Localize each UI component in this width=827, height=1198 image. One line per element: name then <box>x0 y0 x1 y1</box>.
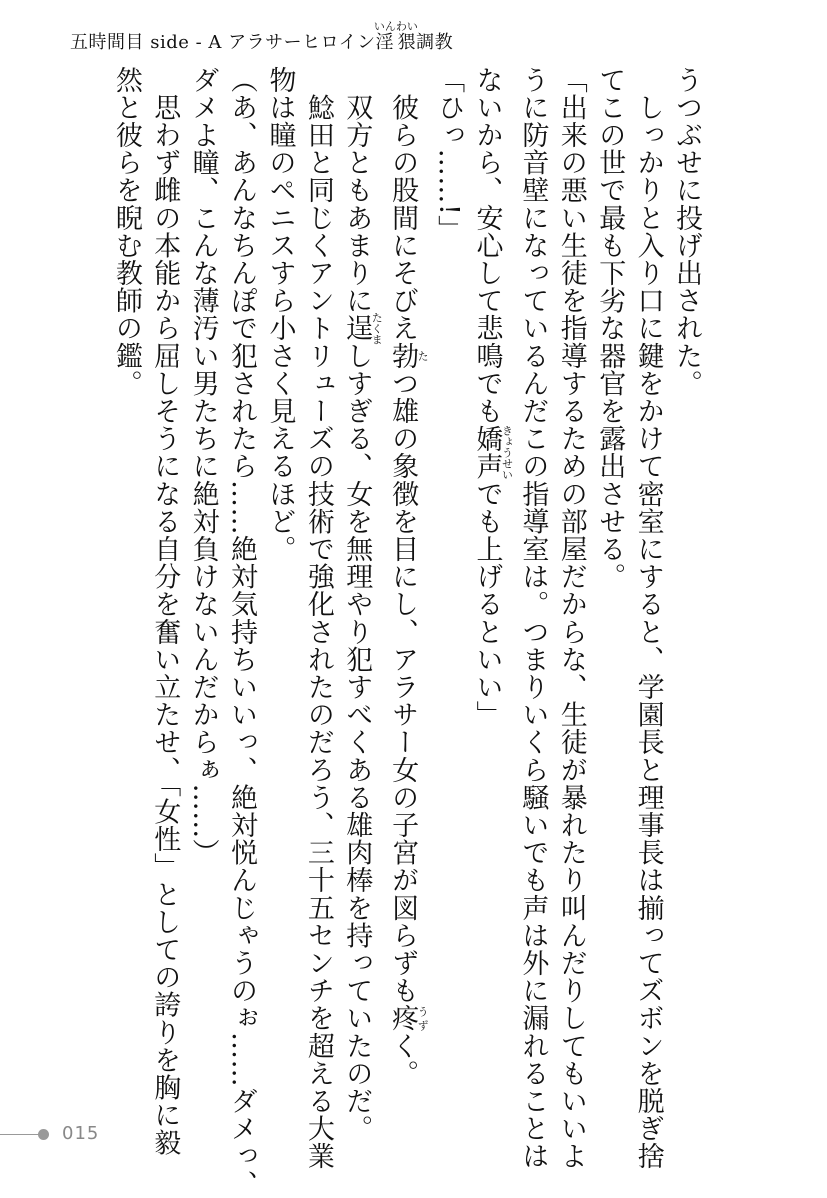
header-prefix: 五時間目 side - A アラサーヒロイン <box>70 32 376 53</box>
text-line: しっかりと入り口に鍵をかけて密室にすると、学園長と理事長は揃ってズボンを脱ぎ捨 <box>632 66 664 1170</box>
ruby-annotation: 嬌声きょうせい <box>471 424 514 481</box>
text-line: （あ、あんなちんぽで犯されたら……絶対気持ちいいっ、絶対悦んじゃうのぉ……ダメっ、 <box>226 66 258 1198</box>
ruby-annotation: 逞たくま <box>341 311 384 345</box>
text-line: うに防音壁になっているんだこの指導室は。つまりいくら騒いでも声は外に漏れることは <box>517 66 549 1170</box>
ruby-annotation: 勃た <box>387 342 430 370</box>
footer-dot <box>38 1129 49 1140</box>
text-line: 「出来の悪い生徒を指導するための部屋だからな、生徒が暴れたり叫んだりしてもいいよ <box>555 66 587 1170</box>
text-line: ダメよ瞳、こんな薄汚い男たちに絶対負けないんだからぁ……） <box>187 66 219 867</box>
text-line: 然と彼らを睨む教師の鑑。 <box>110 66 142 398</box>
text-line: 彼らの股間にそびえ勃たつ雄の象徴を目にし、アラサー女の子宮が図らずも疼うずく。 <box>387 66 430 1088</box>
text-line: 物は瞳のペニスすら小さく見えるほど。 <box>264 66 296 563</box>
text-line: てこの世で最も下劣な器官を露出させる。 <box>594 66 626 591</box>
running-header <box>70 20 770 53</box>
text-line: 双方ともあまりに逞たくましすぎる、女を無理やり犯すべくある雄肉棒を持っていたのだ。 <box>341 66 384 1143</box>
page-number: 015 <box>62 1123 100 1144</box>
body-text <box>106 66 705 1198</box>
text-line: 思わず雌の本能から屈しそうになる自分を奮い立たせ、「女性」としての誇りを胸に毅 <box>149 66 181 1157</box>
text-line: うつぶせに投げ出された。 <box>671 66 702 398</box>
header-ruby-base: 淫猥 <box>373 32 418 53</box>
header-suffix: 調教 <box>416 32 454 53</box>
text-line: 「ひっ……!」 <box>433 66 465 244</box>
header-ruby <box>373 20 418 53</box>
text-line: 鯰田と同じくアントリューズの技術で強化されたのだろう、三十五センチを超える大業 <box>302 66 334 1170</box>
text-line: ないから、安心して悲鳴でも嬌声きょうせいでも上げるといい」 <box>471 66 514 729</box>
ruby-annotation: 疼うず <box>387 1004 430 1033</box>
header-ruby-text: いんわい <box>373 20 418 33</box>
footer-rule <box>0 1134 42 1135</box>
